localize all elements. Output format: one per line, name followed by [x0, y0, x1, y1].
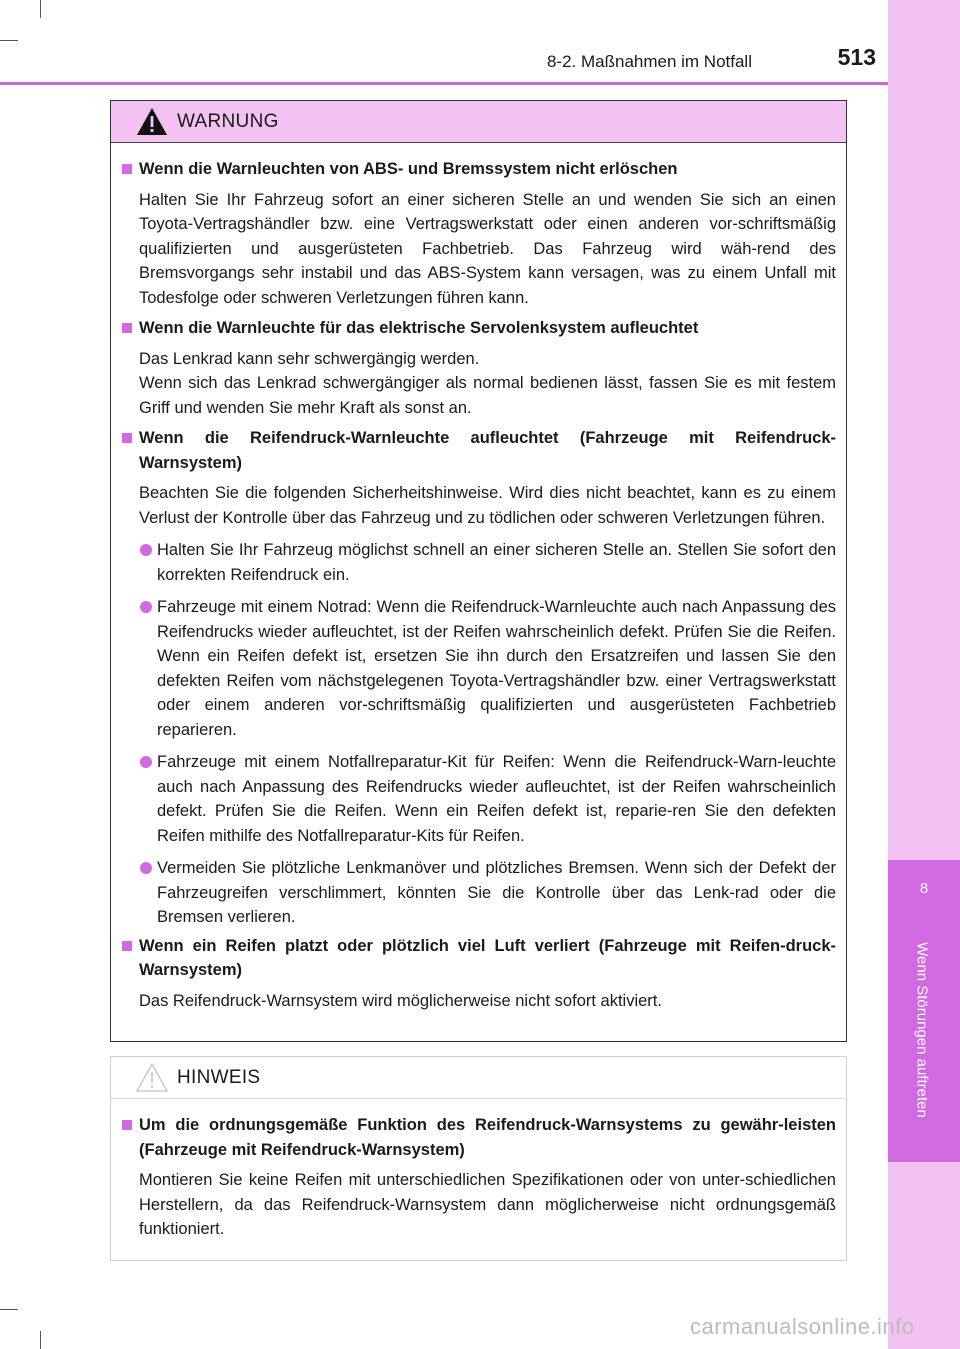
- square-bullet-icon: [122, 1120, 132, 1130]
- note-title: HINWEIS: [177, 1066, 261, 1088]
- note-item-heading: Um die ordnungsgemäße Funktion des Reifendruck-Warnsystems zu gewähr-leisten (Fahrzeuge mit Reifendruck-Warnsystem): [119, 1113, 836, 1162]
- round-bullet-icon: [140, 601, 152, 613]
- round-bullet-icon: [140, 756, 152, 768]
- warning-bullet: Vermeiden Sie plötzliche Lenkmanöver und plötzliches Bremsen. Wenn sich der Defekt der Fahrzeugreifen verschlimmert, könnten Sie die Kontrolle über das Lenk-rad oder die Bremsen verlieren.: [119, 856, 836, 930]
- crop-mark: [40, 0, 41, 18]
- watermark: carmanualsonline.info: [690, 1314, 915, 1339]
- header-divider: [0, 82, 888, 85]
- chapter-number: 8: [919, 880, 929, 897]
- square-bullet-icon: [122, 433, 132, 443]
- warning-item-heading: Wenn die Warnleuchten von ABS- und Bremssystem nicht erlöschen: [119, 157, 836, 182]
- square-bullet-icon: [122, 941, 132, 951]
- warning-paragraph: Das Reifendruck-Warnsystem wird möglicherweise nicht sofort aktiviert.: [139, 991, 662, 1010]
- round-bullet-icon: [140, 862, 152, 874]
- note-body: [111, 1099, 846, 1242]
- crop-mark: [0, 40, 18, 41]
- crop-mark: [0, 1309, 18, 1310]
- warning-paragraph: Das Lenkrad kann sehr schwergängig werden. Wenn sich das Lenkrad schwergängiger als normal bedienen lässt, fassen Sie es mit festem Griff und wenden Sie mehr Kraft als sonst an.: [139, 349, 836, 417]
- warning-title: WARNUNG: [177, 110, 279, 132]
- note-paragraph: Montieren Sie keine Reifen mit unterschiedlichen Spezifikationen oder von unter-schiedlichen Herstellern, da das Reifendruck-Warnsystem dann möglicherweise nicht ordnungsgemäß funktioniert.: [139, 1171, 836, 1238]
- warning-triangle-icon: [135, 106, 169, 138]
- warning-item-heading: Wenn die Reifendruck-Warnleuchte aufleuchtet (Fahrzeuge mit Reifendruck-Warnsystem): [119, 426, 836, 475]
- warning-item-heading: Wenn die Warnleuchte für das elektrische Servolenksystem aufleuchtet: [119, 316, 836, 341]
- chapter-title: Wenn Störungen auftreten: [913, 942, 931, 1118]
- crop-mark: [40, 1331, 41, 1349]
- warning-bullet: Fahrzeuge mit einem Notrad: Wenn die Reifendruck-Warnleuchte auch nach Anpassung des Reifendrucks wieder aufleuchtet, ist der Reifen wahrscheinlich defekt. Prüfen Sie die Reifen. Wenn ein Reifen defekt ist, ersetzen Sie ihn durch den Ersatzreifen und lassen Sie den defekten Reifen vom nächstgelegenen Toyota-Vertragshändler bzw. einer Vertragswerkstatt oder einem anderen vor-schriftsmäßig qualifizierten und ausgerüsteten Fachbetrieb reparieren.: [119, 595, 836, 742]
- warning-body: [111, 143, 846, 1013]
- caution-triangle-icon: [135, 1062, 169, 1094]
- round-bullet-icon: [140, 544, 152, 556]
- warning-bullet: Halten Sie Ihr Fahrzeug möglichst schnell an einer sicheren Stelle an. Stellen Sie sofort den korrekten Reifendruck ein.: [119, 538, 836, 587]
- square-bullet-icon: [122, 323, 132, 333]
- note-header: [111, 1057, 846, 1099]
- warning-bullet: Fahrzeuge mit einem Notfallreparatur-Kit für Reifen: Wenn die Reifendruck-Warn-leuchte auch nach Anpassung des Reifendrucks wieder aufleuchtet, ist der Reifen wahrscheinlich defekt. Prüfen Sie die Reifen. Wenn ein Reifen defekt ist, reparie-ren Sie den defekten Reifen mithilfe des Notfallreparatur-Kits für Reifen.: [119, 750, 836, 848]
- warning-header: [111, 101, 846, 143]
- page-number: 513: [837, 44, 876, 70]
- warning-paragraph: Halten Sie Ihr Fahrzeug sofort an einer sicheren Stelle an und wenden Sie sich an einen Toyota-Vertragshändler bzw. eine Vertragswerkstatt oder einen anderen vor-schriftsmäßig qualifizierten und ausgerüsteten Fachbetrieb. Das Fahrzeug wird wäh-rend des Bremsvorgangs sehr instabil und das ABS-System kann versagen, was zu einem Unfall mit Todesfolge oder schweren Verletzungen führen kann.: [139, 190, 836, 307]
- warning-box: [110, 100, 847, 1042]
- warning-paragraph: Beachten Sie die folgenden Sicherheitshinweise. Wird dies nicht beachtet, kann es zu einem Verlust der Kontrolle über das Fahrzeug und zu tödlichen oder schweren Verletzungen führen.: [139, 484, 836, 527]
- section-title: 8-2. Maßnahmen im Notfall: [546, 52, 752, 71]
- square-bullet-icon: [122, 164, 132, 174]
- warning-item-heading: Wenn ein Reifen platzt oder plötzlich viel Luft verliert (Fahrzeuge mit Reifen-druck-Warnsystem): [119, 934, 836, 983]
- note-box: [110, 1056, 847, 1261]
